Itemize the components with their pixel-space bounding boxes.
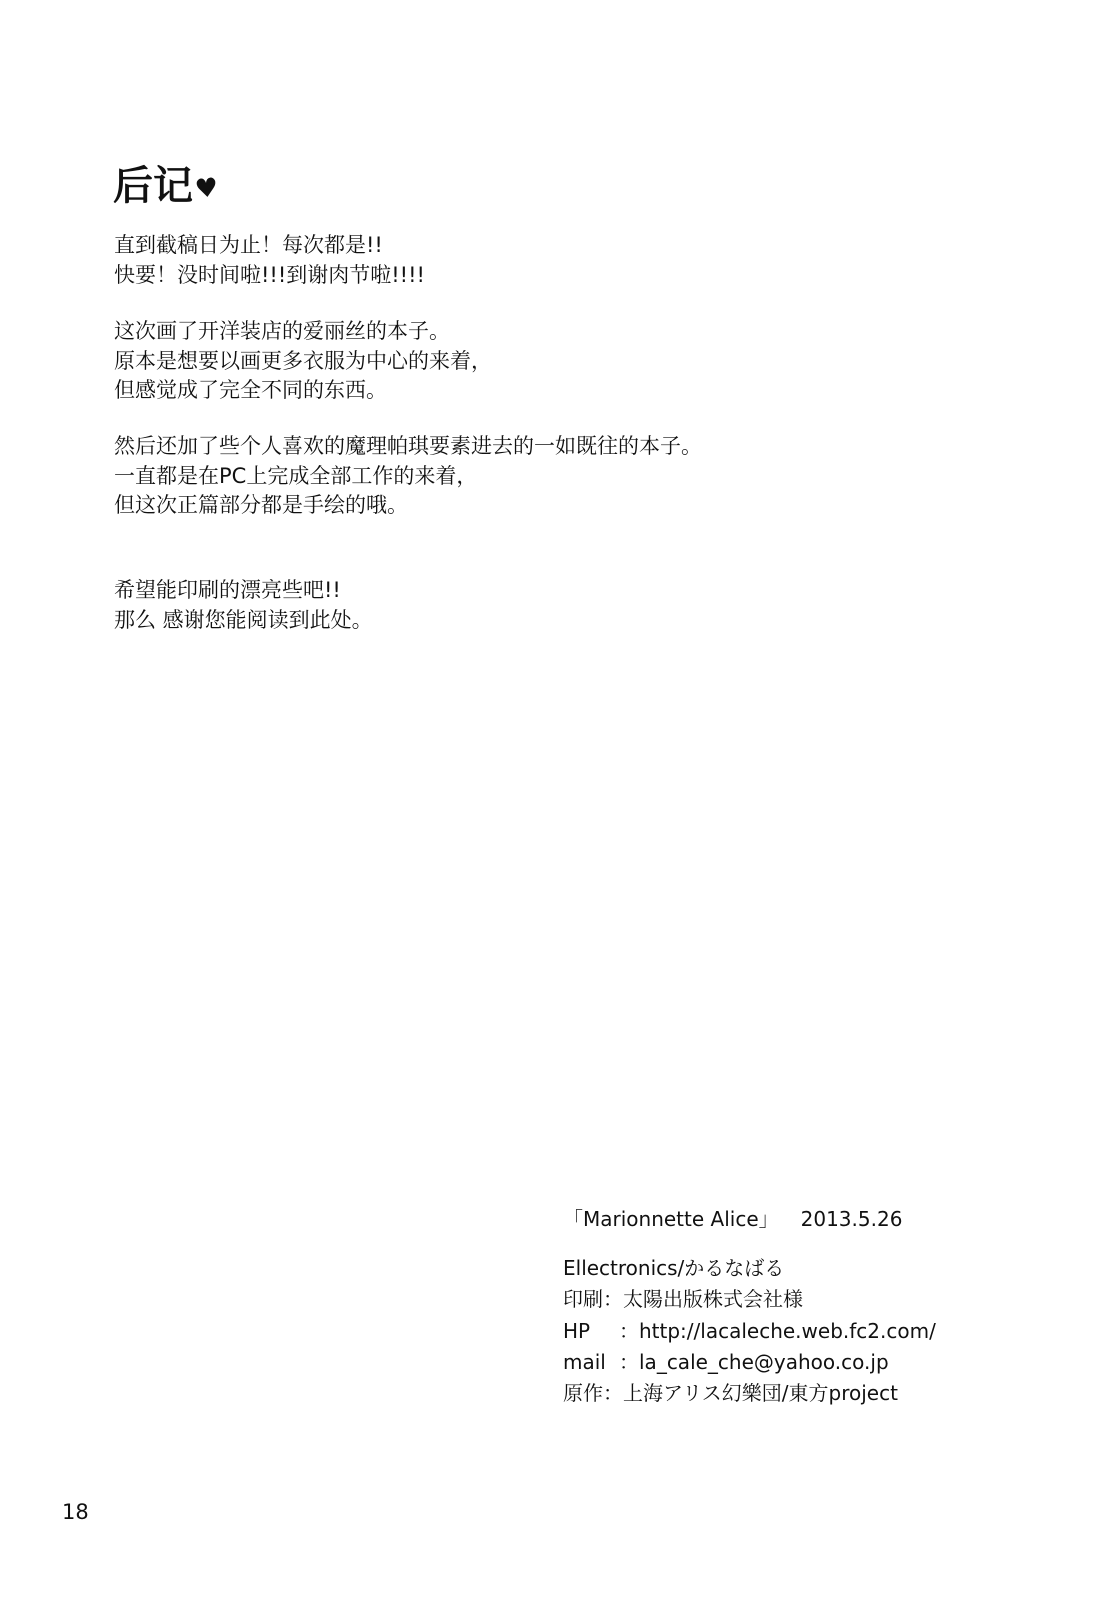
mail-label: mail xyxy=(563,1350,606,1374)
heart-icon: ♥ xyxy=(193,172,220,206)
afterword-paragraph xyxy=(114,231,425,290)
afterword-paragraph xyxy=(114,432,702,521)
colophon-mail xyxy=(563,1350,889,1374)
text-line: 但感觉成了完全不同的东西。 xyxy=(114,378,387,402)
printer-label: 印刷： xyxy=(563,1287,623,1311)
afterword-paragraph xyxy=(114,576,373,635)
mail-separator: ： xyxy=(619,1350,639,1374)
work-title: 「Marionnette Alice」 xyxy=(563,1207,779,1231)
hp-label: HP xyxy=(563,1319,591,1343)
colophon-homepage xyxy=(563,1319,936,1343)
colophon-original-work xyxy=(563,1381,898,1405)
text-line: 原本是想要以画更多衣服为中心的来着， xyxy=(114,348,492,373)
text-line: 这次画了开洋装店的爱丽丝的本子。 xyxy=(114,319,450,343)
hp-separator: ： xyxy=(619,1319,639,1343)
mail-address: la_cale_che@yahoo.co.jp xyxy=(639,1350,889,1374)
text-line: 快要！没时间啦!!!到谢肉节啦!!!! xyxy=(114,262,425,287)
printer-name: 太陽出版株式会社様 xyxy=(623,1287,803,1311)
text-line: 但这次正篇部分都是手绘的哦。 xyxy=(114,493,408,517)
original-work: 上海アリス幻樂団/東方project xyxy=(623,1381,898,1405)
colophon-circle xyxy=(563,1256,784,1280)
circle-name: Ellectronics/かるなばる xyxy=(563,1256,785,1280)
text-line: 那么 感谢您能阅读到此处。 xyxy=(114,607,373,632)
colophon-title-line xyxy=(563,1207,902,1231)
afterword-paragraph xyxy=(114,317,492,406)
text-line: 希望能印刷的漂亮些吧!! xyxy=(114,578,341,602)
hp-url: http://lacaleche.web.fc2.com/ xyxy=(639,1319,936,1343)
text-line: 一直都是在PC上完成全部工作的来着， xyxy=(114,463,478,488)
text-line: 直到截稿日为止！每次都是!! xyxy=(114,233,383,257)
release-date: 2013.5.26 xyxy=(800,1207,903,1231)
afterword-title: 后记♥ xyxy=(113,160,218,215)
page-number: 18 xyxy=(62,1500,89,1524)
colophon-printer xyxy=(563,1287,803,1311)
text-line: 然后还加了些个人喜欢的魔理帕琪要素进去的一如既往的本子。 xyxy=(114,434,702,458)
original-label: 原作： xyxy=(563,1381,623,1405)
